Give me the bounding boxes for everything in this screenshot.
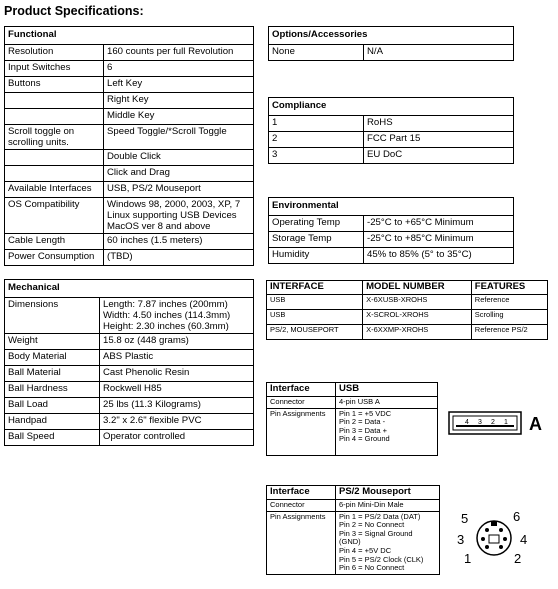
usb-pin-list [336, 408, 438, 455]
ps2-pin-assignment: Pin 4 = +5V DC [339, 546, 392, 556]
ps2-diagram-label: 6 [513, 509, 521, 524]
functional-row [5, 77, 254, 93]
model-features: Scrolling [471, 309, 547, 324]
options-row [269, 45, 514, 61]
usb-diagram-pin: 3 [478, 419, 482, 426]
mechanical-label: Body Material [5, 350, 100, 366]
environmental-label: Storage Temp [269, 232, 364, 248]
usb-connector-diagram [448, 411, 524, 437]
ps2-pin [499, 528, 503, 532]
environmental-row [269, 248, 514, 264]
functional-row [5, 150, 254, 166]
ps2-pin-assignment: Pin 3 = Signal Ground [339, 528, 413, 538]
functional-row [5, 125, 254, 150]
model-interface: USB [267, 294, 363, 309]
compliance-label: 3 [269, 148, 364, 164]
compliance-row [269, 132, 514, 148]
ps2-pin-assignment: Pin 1 = PS/2 Data (DAT) [339, 511, 421, 521]
environmental-value: -25°C to +65°C Minimum [364, 216, 514, 232]
mechanical-row [5, 382, 254, 398]
models-row [267, 324, 548, 339]
functional-label [5, 93, 104, 109]
mechanical-label: Ball Load [5, 398, 100, 414]
options-table [268, 26, 514, 61]
compliance-value: RoHS [364, 116, 514, 132]
functional-row [5, 198, 254, 234]
mechanical-value: 3.2" x 2.6" flexible PVC [100, 414, 254, 430]
mechanical-value: Length: 7.87 inches (200mm) Width: 4.50 inches (114.3mm) Height: 2.30 inches (60.3mm) [100, 298, 254, 334]
model-interface: USB [267, 309, 363, 324]
environmental-label: Humidity [269, 248, 364, 264]
ps2-diagram-label: 4 [520, 532, 528, 547]
functional-value: Left Key [104, 77, 254, 93]
options-label: None [269, 45, 364, 61]
model-number: X-6XUSB-XROHS [363, 294, 472, 309]
functional-label: Input Switches [5, 61, 104, 77]
mechanical-value: Rockwell H85 [100, 382, 254, 398]
functional-row [5, 93, 254, 109]
ps2-diagram-label: 3 [457, 532, 465, 547]
functional-row [5, 166, 254, 182]
mechanical-label: Ball Hardness [5, 382, 100, 398]
mechanical-value: 25 lbs (11.3 Kilograms) [100, 398, 254, 414]
mechanical-label: Ball Material [5, 366, 100, 382]
ps2-pin-assignment: Pin 6 = No Connect [339, 563, 405, 573]
mechanical-row [5, 414, 254, 430]
compliance-row [269, 148, 514, 164]
mechanical-row [5, 350, 254, 366]
compliance-label: 1 [269, 116, 364, 132]
usb-header-type: USB [336, 383, 438, 397]
mechanical-heading: Mechanical [5, 280, 254, 298]
usb-pin-assignment: Pin 3 = Data + [339, 425, 387, 435]
environmental-value: -25°C to +85°C Minimum [364, 232, 514, 248]
compliance-value: EU DoC [364, 148, 514, 164]
functional-label [5, 150, 104, 166]
ps2-connector-diagram [474, 518, 514, 558]
functional-label: Available Interfaces [5, 182, 104, 198]
usb-pin-assignment: Pin 2 = Data - [339, 417, 386, 427]
usb-diagram-pin: 4 [465, 419, 469, 426]
environmental-label: Operating Temp [269, 216, 364, 232]
usb-pins-label: Pin Assignments [267, 408, 336, 455]
options-heading: Options/Accessories [269, 27, 514, 45]
usb-diagram-pin: 1 [504, 419, 508, 426]
usb-connector-value: 4-pin USB A [336, 396, 438, 408]
functional-value: 60 inches (1.5 meters) [104, 234, 254, 250]
functional-label: Cable Length [5, 234, 104, 250]
ps2-pin-assignment: Pin 5 = PS/2 Clock (CLK) [339, 554, 424, 564]
functional-value: Right Key [104, 93, 254, 109]
functional-label: Power Consumption [5, 250, 104, 266]
mechanical-row [5, 298, 254, 334]
mechanical-label: Ball Speed [5, 430, 100, 446]
environmental-table [268, 197, 514, 264]
functional-row [5, 182, 254, 198]
usb-pin-assignment: Pin 4 = Ground [339, 434, 390, 444]
mechanical-label: Dimensions [5, 298, 100, 334]
ps2-pin [481, 537, 485, 541]
compliance-label: 2 [269, 132, 364, 148]
model-interface: PS/2, MOUSEPORT [267, 324, 363, 339]
ps2-pins-label: Pin Assignments [267, 511, 336, 574]
mechanical-value: Operator controlled [100, 430, 254, 446]
usb-table [266, 382, 438, 456]
functional-value: Click and Drag [104, 166, 254, 182]
mechanical-label: Weight [5, 334, 100, 350]
model-features: Reference PS/2 [471, 324, 547, 339]
compliance-heading: Compliance [269, 98, 514, 116]
ps2-pin [503, 537, 507, 541]
environmental-row [269, 216, 514, 232]
usb-connector-label: Connector [267, 396, 336, 408]
ps2-pin-assignment: Pin 2 = No Connect [339, 520, 405, 530]
mechanical-row [5, 430, 254, 446]
mechanical-value: Cast Phenolic Resin [100, 366, 254, 382]
functional-value: Speed Toggle/*Scroll Toggle [104, 125, 254, 150]
functional-label: OS Compatibility [5, 198, 104, 234]
ps2-diagram-label: 2 [514, 551, 522, 566]
functional-row [5, 109, 254, 125]
compliance-table [268, 97, 514, 164]
functional-value: (TBD) [104, 250, 254, 266]
models-table [266, 280, 548, 340]
mechanical-row [5, 334, 254, 350]
functional-row [5, 61, 254, 77]
mechanical-table [4, 279, 254, 446]
page-title: Product Specifications: [4, 4, 144, 18]
functional-value: 6 [104, 61, 254, 77]
functional-value: USB, PS/2 Mouseport [104, 182, 254, 198]
compliance-row [269, 116, 514, 132]
usb-pin-assignment: Pin 1 = +5 VDC [339, 408, 392, 418]
model-number: X-6XXMP-XROHS [363, 324, 472, 339]
models-row [267, 309, 548, 324]
functional-row [5, 234, 254, 250]
model-number: X-SCROL-XROHS [363, 309, 472, 324]
ps2-pin [499, 545, 503, 549]
ps2-diagram-label: 1 [464, 551, 472, 566]
models-header: INTERFACE [267, 281, 363, 295]
ps2-table [266, 485, 440, 575]
model-features: Reference [471, 294, 547, 309]
functional-label [5, 166, 104, 182]
ps2-connector-value: 6-pin Mini-Din Male [336, 499, 440, 511]
ps2-center-tab [489, 535, 499, 543]
functional-heading: Functional [5, 27, 254, 45]
ps2-pin [485, 545, 489, 549]
ps2-header-interface: Interface [267, 486, 336, 500]
models-row [267, 294, 548, 309]
mechanical-label: Handpad [5, 414, 100, 430]
environmental-row [269, 232, 514, 248]
usb-diagram-pin: 2 [491, 419, 495, 426]
functional-label: Resolution [5, 45, 104, 61]
ps2-pin-assignment: (GND) [339, 537, 361, 547]
functional-value: Double Click [104, 150, 254, 166]
ps2-header-type: PS/2 Mouseport [336, 486, 440, 500]
ps2-pin [485, 528, 489, 532]
functional-label [5, 109, 104, 125]
mechanical-row [5, 398, 254, 414]
functional-value: 160 counts per full Revolution [104, 45, 254, 61]
ps2-diagram-label: 5 [461, 511, 469, 526]
environmental-value: 45% to 85% (5° to 35°C) [364, 248, 514, 264]
ps2-connector-label: Connector [267, 499, 336, 511]
functional-label: Scroll toggle on scrolling units. [5, 125, 104, 150]
functional-label: Buttons [5, 77, 104, 93]
ps2-pin-list [336, 511, 440, 574]
functional-value: Middle Key [104, 109, 254, 125]
compliance-value: FCC Part 15 [364, 132, 514, 148]
functional-table [4, 26, 254, 266]
models-header: MODEL NUMBER [363, 281, 472, 295]
functional-row [5, 45, 254, 61]
functional-row [5, 250, 254, 266]
functional-value: Windows 98, 2000, 2003, XP, 7 Linux supporting USB Devices MacOS ver 8 and above [104, 198, 254, 234]
ps2-key-notch [491, 521, 497, 526]
usb-diagram-letter: A [529, 414, 542, 434]
environmental-heading: Environmental [269, 198, 514, 216]
options-value: N/A [364, 45, 514, 61]
models-header: FEATURES [471, 281, 547, 295]
usb-header-interface: Interface [267, 383, 336, 397]
mechanical-row [5, 366, 254, 382]
mechanical-value: ABS Plastic [100, 350, 254, 366]
mechanical-value: 15.8 oz (448 grams) [100, 334, 254, 350]
